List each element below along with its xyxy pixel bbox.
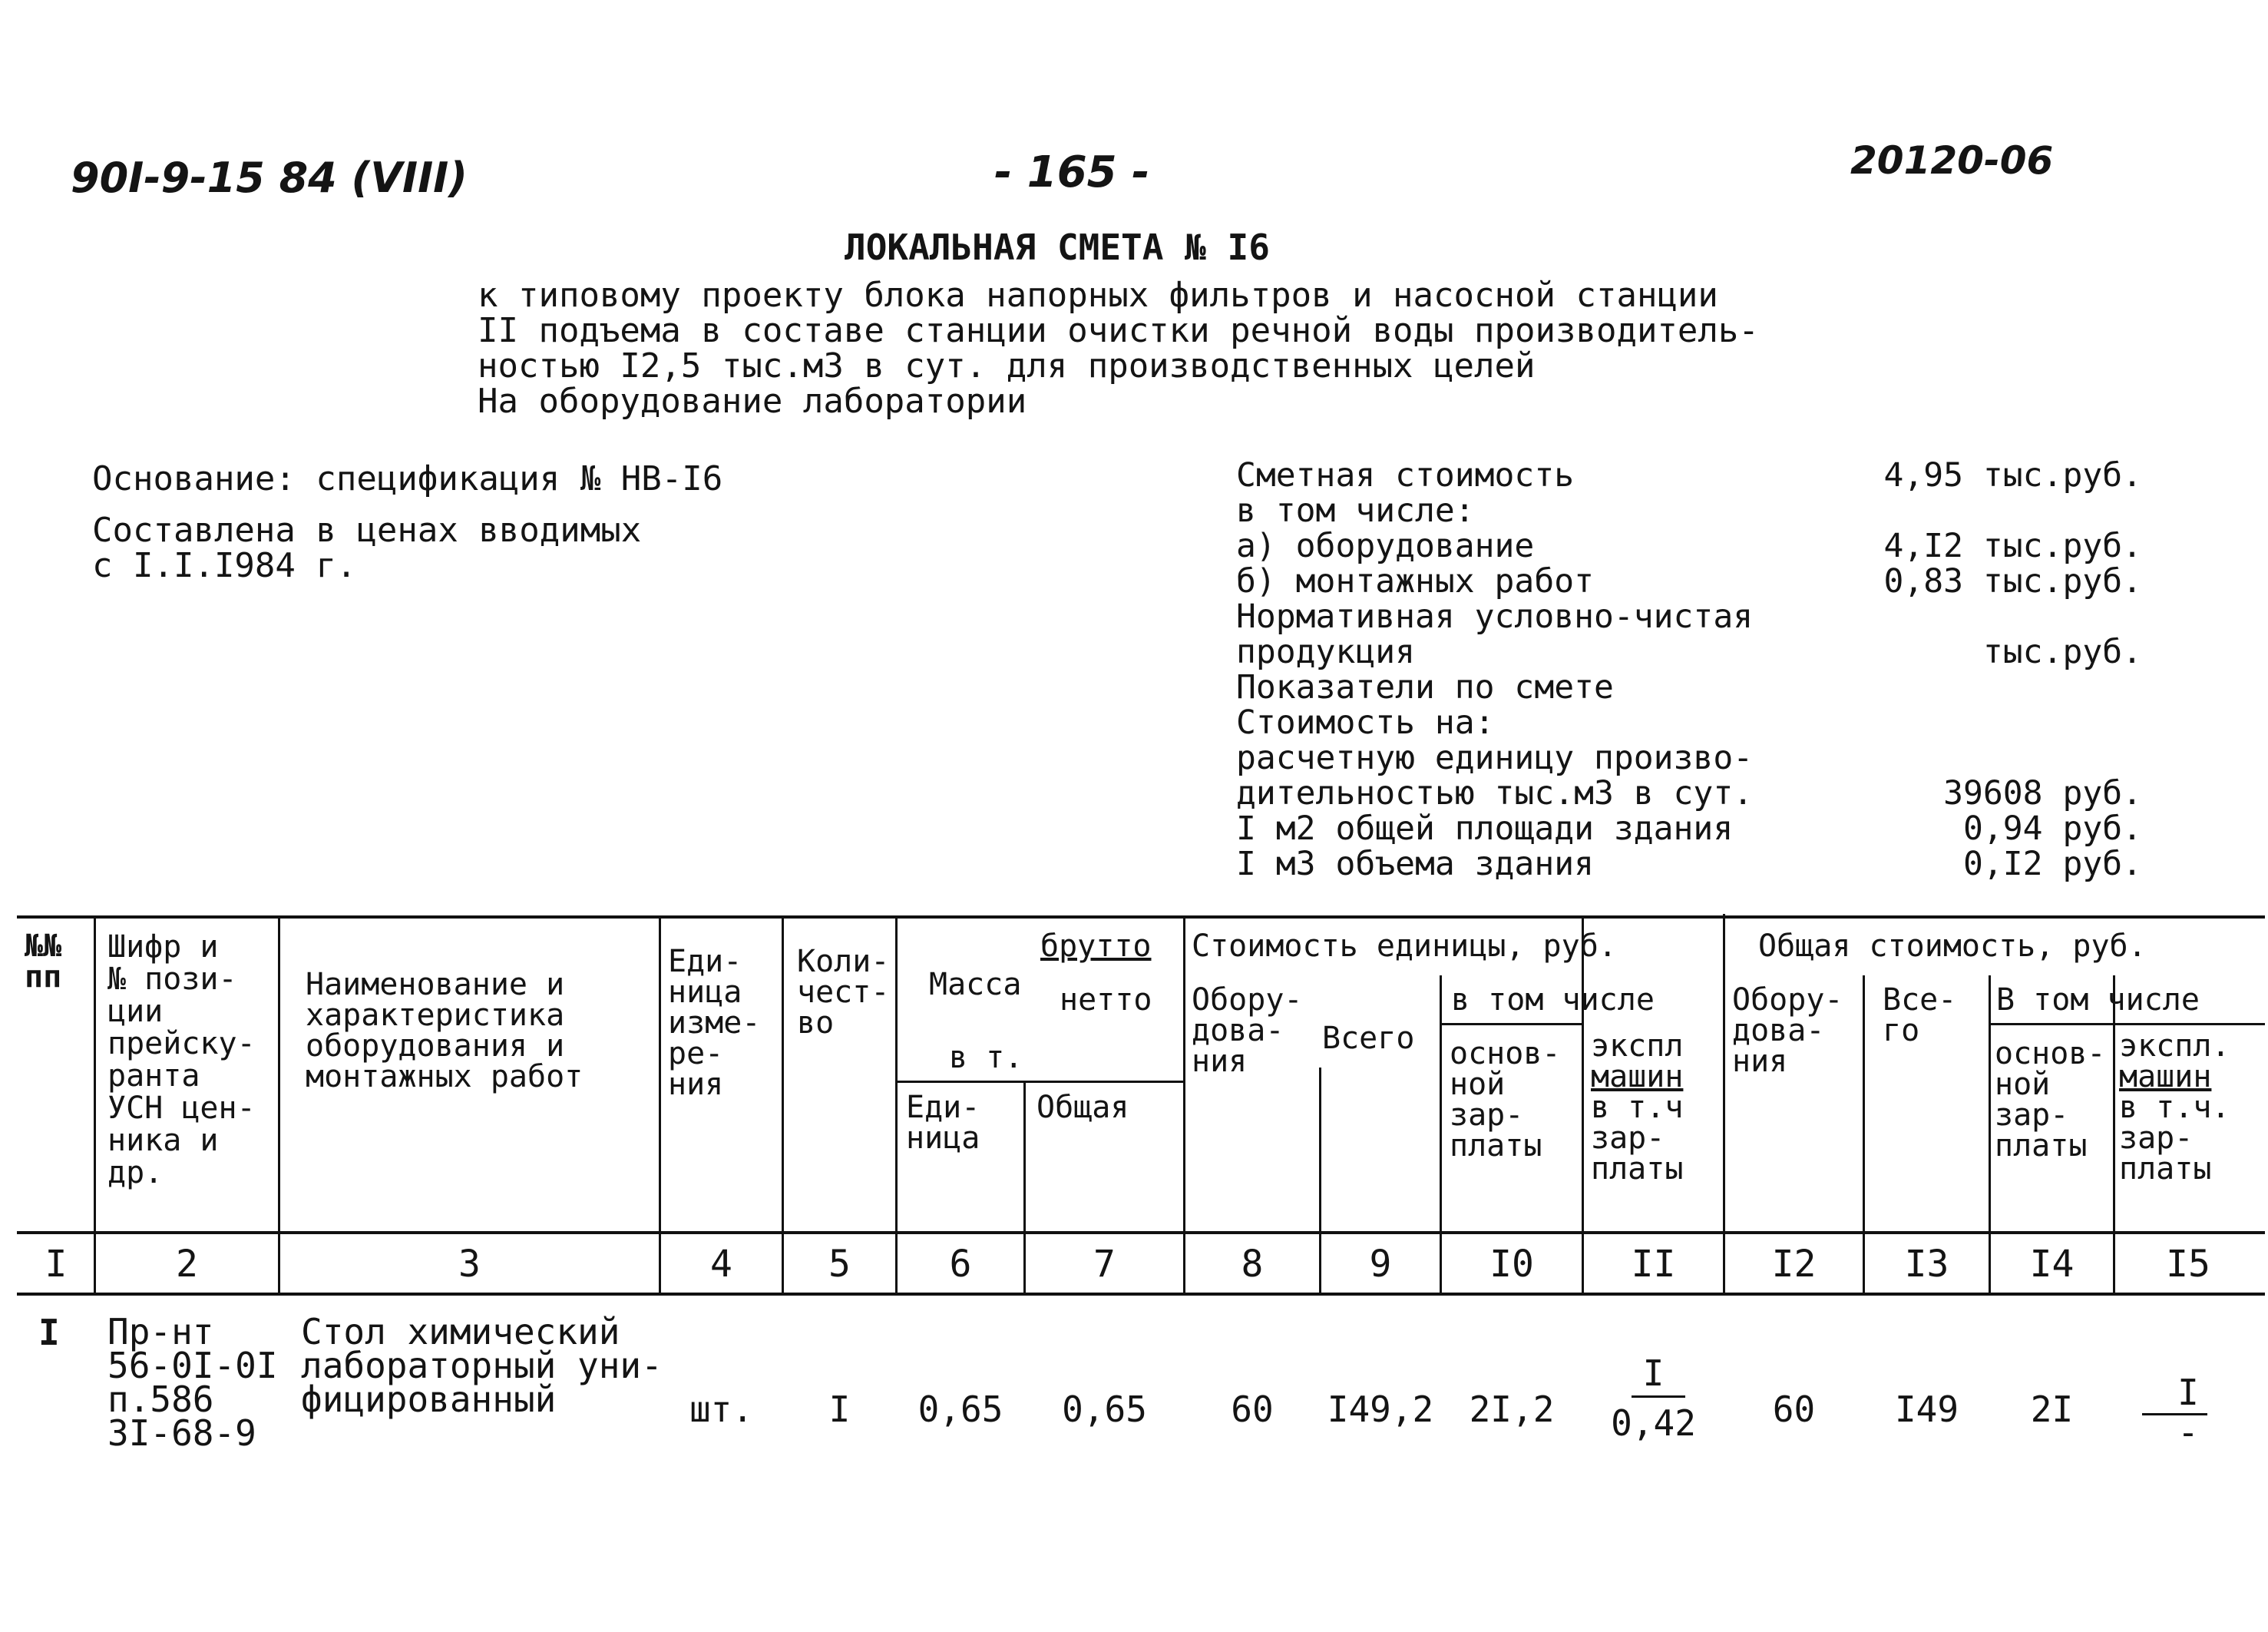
- header-col-8: Обору- дова- ния: [1192, 982, 1303, 1079]
- column-number: I3: [1904, 1243, 1949, 1286]
- column-number: 7: [1093, 1243, 1116, 1286]
- summary-label: продукция: [1236, 633, 1415, 671]
- summary-label: Нормативная условно-чистая: [1236, 598, 1754, 636]
- row-total-salary: 2I: [2030, 1389, 2074, 1430]
- row-equipment-cost: 60: [1231, 1389, 1274, 1430]
- header-col-15: экспл. машин в т.ч. зар- платы: [2119, 1028, 2230, 1187]
- subtitle-line: к типовому проекту блока напорных фильтров и насосной станции: [478, 276, 1718, 315]
- row-total-machine-top: I: [2177, 1372, 2199, 1413]
- basis-text: Основание: спецификация № НВ-I6: [92, 459, 723, 498]
- summary-label: в том числе:: [1236, 492, 1475, 530]
- column-number: 3: [458, 1243, 481, 1286]
- summary-row: [1236, 740, 2142, 776]
- column-number: 9: [1369, 1243, 1392, 1286]
- header-col-3: Наименование и характеристика оборудования и монтажных работ: [306, 967, 584, 1094]
- column-number: 5: [828, 1243, 851, 1286]
- header-col-10: основ- ной зар- платы: [1450, 1036, 1561, 1164]
- row-mass-unit: 0,65: [917, 1389, 1003, 1430]
- summary-value: 0,83 тыс.руб.: [1883, 562, 2142, 601]
- project-code: 90I-9-15 84 (VIII): [71, 154, 468, 202]
- header-col-11: экспл машин в т.ч зар- платы: [1591, 1028, 1684, 1187]
- row-code: Пр-нт 56-0I-0I п.586 3I-68-9: [107, 1311, 278, 1454]
- header-netto: нетто: [1060, 982, 1152, 1018]
- summary-value: 4,I2 тыс.руб.: [1883, 527, 2142, 565]
- header-in-that-2: В том числе: [1996, 982, 2200, 1018]
- header-brutto: брутто: [1040, 929, 1152, 964]
- summary-label: Стоимость на:: [1236, 703, 1495, 742]
- column-number: I: [45, 1243, 68, 1286]
- header-col-1: №№ пп: [25, 929, 62, 995]
- header-mass: Масса: [929, 967, 1022, 1002]
- summary-row: [1236, 670, 2142, 705]
- column-number: 8: [1241, 1243, 1264, 1286]
- summary-row: [1236, 599, 2142, 634]
- summary-label: I м3 объема здания: [1236, 845, 1594, 883]
- summary-row: [1236, 634, 2142, 670]
- column-number: I5: [2166, 1243, 2210, 1286]
- summary-row: [1236, 705, 2142, 740]
- header-col-4: Еди- ница изме- ре- ния: [668, 944, 761, 1102]
- subtitle-line: ностью I2,5 тыс.м3 в сут. для производственных целей: [478, 346, 1536, 386]
- summary-row: [1236, 811, 2142, 846]
- summary-label: I м2 общей площади здания: [1236, 809, 1734, 848]
- summary-label: расчетную единицу произво-: [1236, 739, 1754, 777]
- price-basis-line: Составлена в ценах вводимых: [92, 511, 642, 550]
- header-col-12: Обору- дова- ния: [1732, 982, 1843, 1079]
- summary-row: [1236, 528, 2142, 564]
- summary-value: 4,95 тыс.руб.: [1883, 456, 2142, 495]
- row-machine-bottom: 0,42: [1611, 1402, 1696, 1444]
- row-name: Стол химический лабораторный уни- фицированный: [301, 1311, 663, 1420]
- summary-label: а) оборудование: [1236, 527, 1535, 565]
- header-col-7: Общая: [1036, 1090, 1129, 1125]
- summary-row: [1236, 493, 2142, 528]
- page-number: - 165 -: [994, 147, 1150, 197]
- row-total-equipment: 60: [1772, 1389, 1816, 1430]
- header-col-9: Всего: [1322, 1021, 1415, 1056]
- summary-row: [1236, 458, 2142, 493]
- subtitle-line: II подъема в составе станции очистки речной воды производитель-: [478, 311, 1759, 350]
- header-col-13: Все- го: [1883, 982, 1957, 1048]
- document-title: ЛОКАЛЬНАЯ СМЕТА № I6: [845, 227, 1270, 268]
- header-col-14: основ- ной зар- платы: [1995, 1036, 2106, 1164]
- header-col-5: Коли- чест- во: [797, 944, 890, 1041]
- header-col-2: Шифр и № пози- ции прейску- ранта УСН цен- ника и др.: [107, 929, 256, 1190]
- document-number: 20120-06: [1850, 138, 2054, 183]
- summary-label: дительностью тыс.м3 в сут.: [1236, 774, 1754, 813]
- summary-label: б) монтажных работ: [1236, 562, 1594, 601]
- price-basis: [92, 513, 641, 584]
- row-total-cost: I49,2: [1327, 1389, 1434, 1430]
- column-number: 6: [949, 1243, 972, 1286]
- summary-value: тыс.руб.: [1982, 633, 2142, 671]
- summary-label: Сметная стоимость: [1236, 456, 1575, 495]
- header-unit-cost: Стоимость единицы, руб.: [1192, 929, 1617, 964]
- row-total-machine-bottom: -: [2177, 1412, 2199, 1453]
- column-number: I0: [1489, 1243, 1534, 1286]
- column-number: 4: [710, 1243, 732, 1286]
- row-salary: 2I,2: [1469, 1389, 1555, 1430]
- summary-row: [1236, 564, 2142, 599]
- row-quantity: I: [828, 1389, 851, 1430]
- summary-label: Показатели по смете: [1236, 668, 1614, 707]
- header-col-6: Еди- ница: [906, 1090, 980, 1156]
- header-in-that: в том числе: [1451, 982, 1655, 1018]
- row-number: I: [38, 1312, 60, 1353]
- column-number: 2: [176, 1243, 198, 1286]
- summary-value: 0,94 руб.: [1963, 809, 2142, 848]
- row-unit: шт.: [689, 1389, 754, 1430]
- header-mass-unit: в т.: [949, 1040, 1023, 1075]
- price-basis-line: с I.I.I984 г.: [92, 546, 357, 585]
- document-subtitle: [478, 278, 1759, 419]
- summary-value: 0,I2 руб.: [1963, 845, 2142, 883]
- row-total-sum: I49: [1894, 1389, 1959, 1430]
- header-total-cost: Общая стоимость, руб.: [1758, 929, 2147, 964]
- subtitle-line: На оборудование лаборатории: [478, 382, 1027, 421]
- summary-value: 39608 руб.: [1943, 774, 2142, 813]
- summary-row: [1236, 846, 2142, 882]
- column-number: I2: [1771, 1243, 1817, 1286]
- column-number: II: [1631, 1243, 1676, 1286]
- summary-row: [1236, 776, 2142, 811]
- row-machine-top: I: [1642, 1352, 1665, 1394]
- row-mass-total: 0,65: [1062, 1389, 1147, 1430]
- column-number: I4: [2029, 1243, 2075, 1286]
